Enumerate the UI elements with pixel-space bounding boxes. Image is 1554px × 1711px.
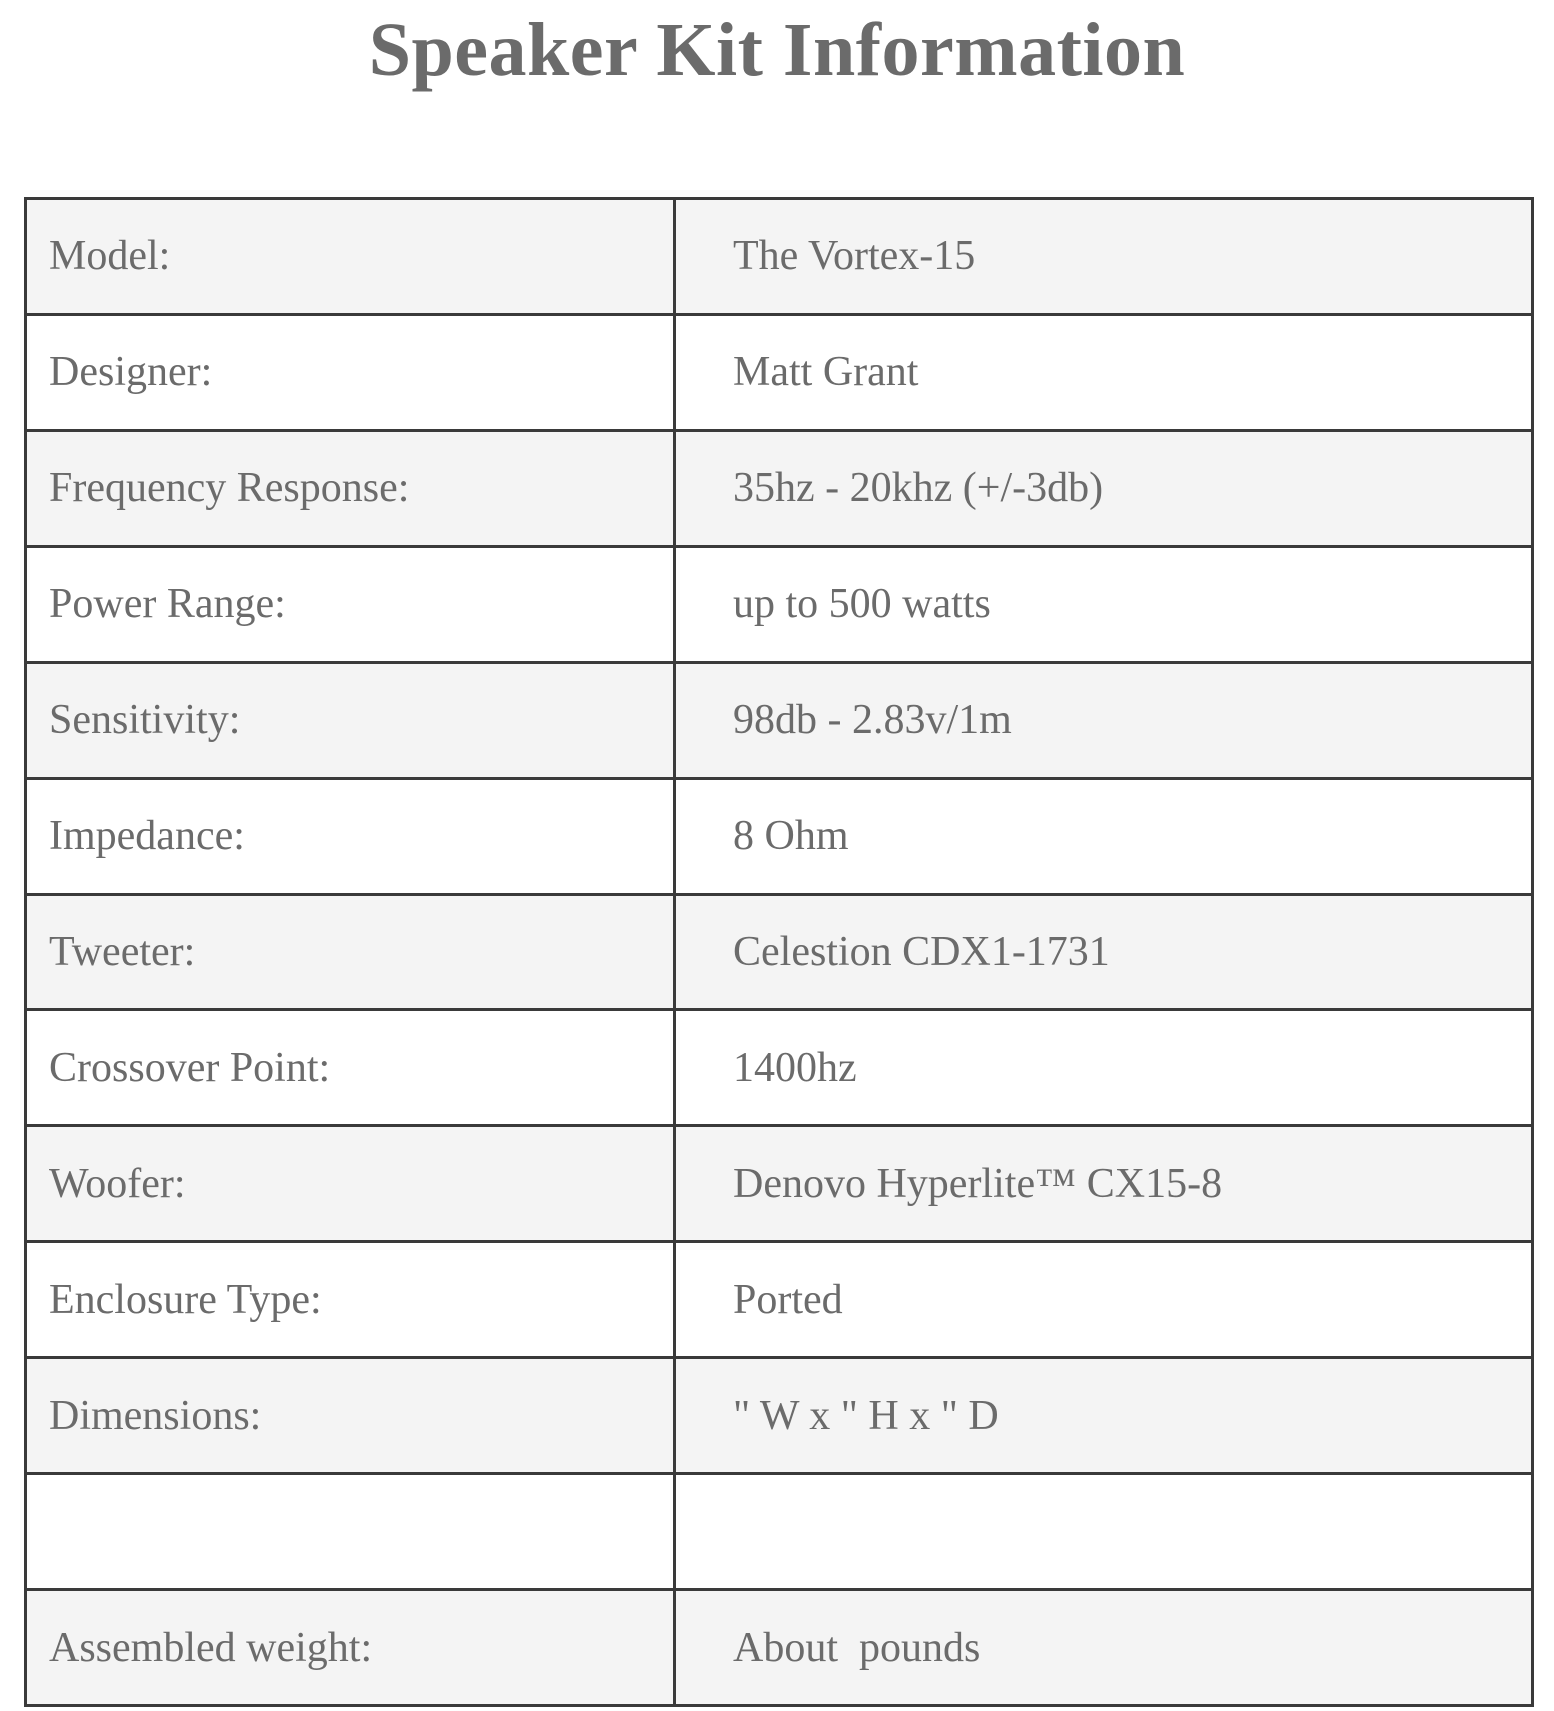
table-row [26, 778, 1533, 894]
table-row [26, 546, 1533, 662]
spec-label: Assembled weight: [26, 1590, 675, 1706]
table-row [26, 1010, 1533, 1126]
spec-value: Denovo Hyperlite™ CX15-8 [675, 1126, 1533, 1242]
spec-value: 98db - 2.83v/1m [675, 662, 1533, 778]
spec-label [26, 1474, 675, 1590]
spec-label: Tweeter: [26, 894, 675, 1010]
spec-value: Ported [675, 1242, 1533, 1358]
spec-label: Frequency Response: [26, 430, 675, 546]
spec-value [675, 1474, 1533, 1590]
table-row [26, 1590, 1533, 1706]
spec-value: The Vortex-15 [675, 199, 1533, 315]
spec-value: 1400hz [675, 1010, 1533, 1126]
spec-label: Sensitivity: [26, 662, 675, 778]
page-title: Speaker Kit Information [368, 8, 1186, 92]
table-row [26, 199, 1533, 315]
table-row [26, 1242, 1533, 1358]
spec-value: About pounds [675, 1590, 1533, 1706]
spec-value: 35hz - 20khz (+/-3db) [675, 430, 1533, 546]
spec-label: Model: [26, 199, 675, 315]
spec-value: up to 500 watts [675, 546, 1533, 662]
spec-label: Woofer: [26, 1126, 675, 1242]
spec-label: Enclosure Type: [26, 1242, 675, 1358]
table-row [26, 430, 1533, 546]
spec-value: 8 Ohm [675, 778, 1533, 894]
table-row [26, 1126, 1533, 1242]
table-row-empty [26, 1474, 1533, 1590]
spec-label: Dimensions: [26, 1358, 675, 1474]
spec-table [24, 197, 1534, 1707]
spec-value: Celestion CDX1-1731 [675, 894, 1533, 1010]
spec-label: Impedance: [26, 778, 675, 894]
spec-label: Designer: [26, 314, 675, 430]
table-row [26, 662, 1533, 778]
spec-value: " W x " H x " D [675, 1358, 1533, 1474]
table-row [26, 894, 1533, 1010]
spec-value: Matt Grant [675, 314, 1533, 430]
table-row [26, 314, 1533, 430]
table-row [26, 1358, 1533, 1474]
spec-label: Power Range: [26, 546, 675, 662]
spec-label: Crossover Point: [26, 1010, 675, 1126]
